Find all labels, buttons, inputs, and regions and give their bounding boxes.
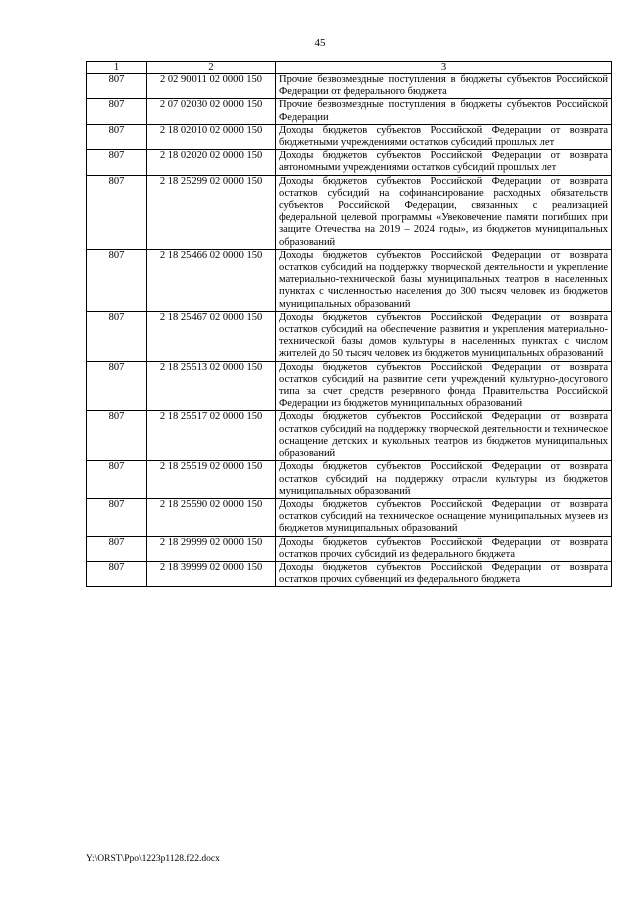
revenue-code-cell: 2 18 29999 02 0000 150 [147,536,276,561]
revenue-name-cell: Доходы бюджетов субъектов Российской Федерации от возврата остатков субсидий на развитие сети учреждений культурно-досугового типа за счет средств резервного фонда Правительства Российской Федерации из бюджетов муниципальных образований [276,361,612,411]
table-row [87,175,612,249]
admin-code-cell: 807 [87,411,147,461]
revenue-name-cell: Прочие безвозмездные поступления в бюджеты субъектов Российской Федерации от федерального бюджета [276,74,612,99]
table-row [87,311,612,361]
page-number: 45 [314,37,326,49]
table-row [87,411,612,461]
table-row [87,150,612,175]
table-row [87,561,612,586]
table-row [87,536,612,561]
revenue-code-cell: 2 18 25513 02 0000 150 [147,361,276,411]
admin-code-cell: 807 [87,99,147,124]
revenue-name-cell: Доходы бюджетов субъектов Российской Федерации от возврата остатков субсидий на софинансирование расходных обязательств субъектов Российской Федерации, связанных с реализацией федеральной целевой программы «Увековечение памяти погибших при защите Отечества на 2019 – 2024 годы», из бюджетов муниципальных образований [276,175,612,249]
revenue-code-cell: 2 18 39999 02 0000 150 [147,561,276,586]
revenue-code-cell: 2 18 25299 02 0000 150 [147,175,276,249]
table-row [87,361,612,411]
column-header-2: 2 [147,62,276,74]
revenue-code-cell: 2 18 25590 02 0000 150 [147,498,276,536]
revenue-name-cell: Доходы бюджетов субъектов Российской Федерации от возврата остатков субсидий на поддержку отрасли культуры из бюджетов муниципальных образований [276,461,612,499]
table-row [87,124,612,149]
revenue-name-cell: Доходы бюджетов субъектов Российской Федерации от возврата остатков прочих субвенций из федерального бюджета [276,561,612,586]
revenue-code-cell: 2 18 25467 02 0000 150 [147,311,276,361]
admin-code-cell: 807 [87,461,147,499]
revenue-code-cell: 2 18 25517 02 0000 150 [147,411,276,461]
revenue-name-cell: Доходы бюджетов субъектов Российской Федерации от возврата остатков субсидий на обеспечение развития и укрепления материально-технической базы домов культуры в населенных пунктах с числом жителей до 50 тысяч человек из бюджетов муниципальных образований [276,311,612,361]
table-row [87,461,612,499]
admin-code-cell: 807 [87,124,147,149]
revenue-name-cell: Прочие безвозмездные поступления в бюджеты субъектов Российской Федерации [276,99,612,124]
admin-code-cell: 807 [87,175,147,249]
admin-code-cell: 807 [87,74,147,99]
revenue-name-cell: Доходы бюджетов субъектов Российской Федерации от возврата остатков субсидий на техническое оснащение муниципальных музеев из бюджетов муниципальных образований [276,498,612,536]
admin-code-cell: 807 [87,311,147,361]
admin-code-cell: 807 [87,150,147,175]
admin-code-cell: 807 [87,249,147,311]
revenue-code-cell: 2 18 25466 02 0000 150 [147,249,276,311]
table-row [87,249,612,311]
file-path-footer: Y:\ORST\Ppo\1223p1128.f22.docx [86,854,220,864]
column-header-1: 1 [87,62,147,74]
revenue-name-cell: Доходы бюджетов субъектов Российской Федерации от возврата остатков субсидий на поддержку творческой деятельности и укрепление материально-технической базы муниципальных театров в населенных пунктах с численностью населения до 300 тысяч человек из бюджетов муниципальных образований [276,249,612,311]
admin-code-cell: 807 [87,536,147,561]
admin-code-cell: 807 [87,361,147,411]
revenue-table [86,61,612,587]
table-row [87,498,612,536]
revenue-code-cell: 2 02 90011 02 0000 150 [147,74,276,99]
table-row [87,99,612,124]
admin-code-cell: 807 [87,498,147,536]
admin-code-cell: 807 [87,561,147,586]
revenue-name-cell: Доходы бюджетов субъектов Российской Федерации от возврата бюджетными учреждениями остатков субсидий прошлых лет [276,124,612,149]
column-header-3: 3 [276,62,612,74]
revenue-name-cell: Доходы бюджетов субъектов Российской Федерации от возврата остатков прочих субсидий из федерального бюджета [276,536,612,561]
revenue-code-cell: 2 18 02020 02 0000 150 [147,150,276,175]
revenue-code-cell: 2 18 02010 02 0000 150 [147,124,276,149]
table-header-row [87,62,612,74]
revenue-name-cell: Доходы бюджетов субъектов Российской Федерации от возврата автономными учреждениями остатков субсидий прошлых лет [276,150,612,175]
table-row [87,74,612,99]
revenue-code-cell: 2 18 25519 02 0000 150 [147,461,276,499]
revenue-name-cell: Доходы бюджетов субъектов Российской Федерации от возврата остатков субсидий на поддержку творческой деятельности и техническое оснащение детских и кукольных театров из бюджетов муниципальных образований [276,411,612,461]
revenue-code-cell: 2 07 02030 02 0000 150 [147,99,276,124]
